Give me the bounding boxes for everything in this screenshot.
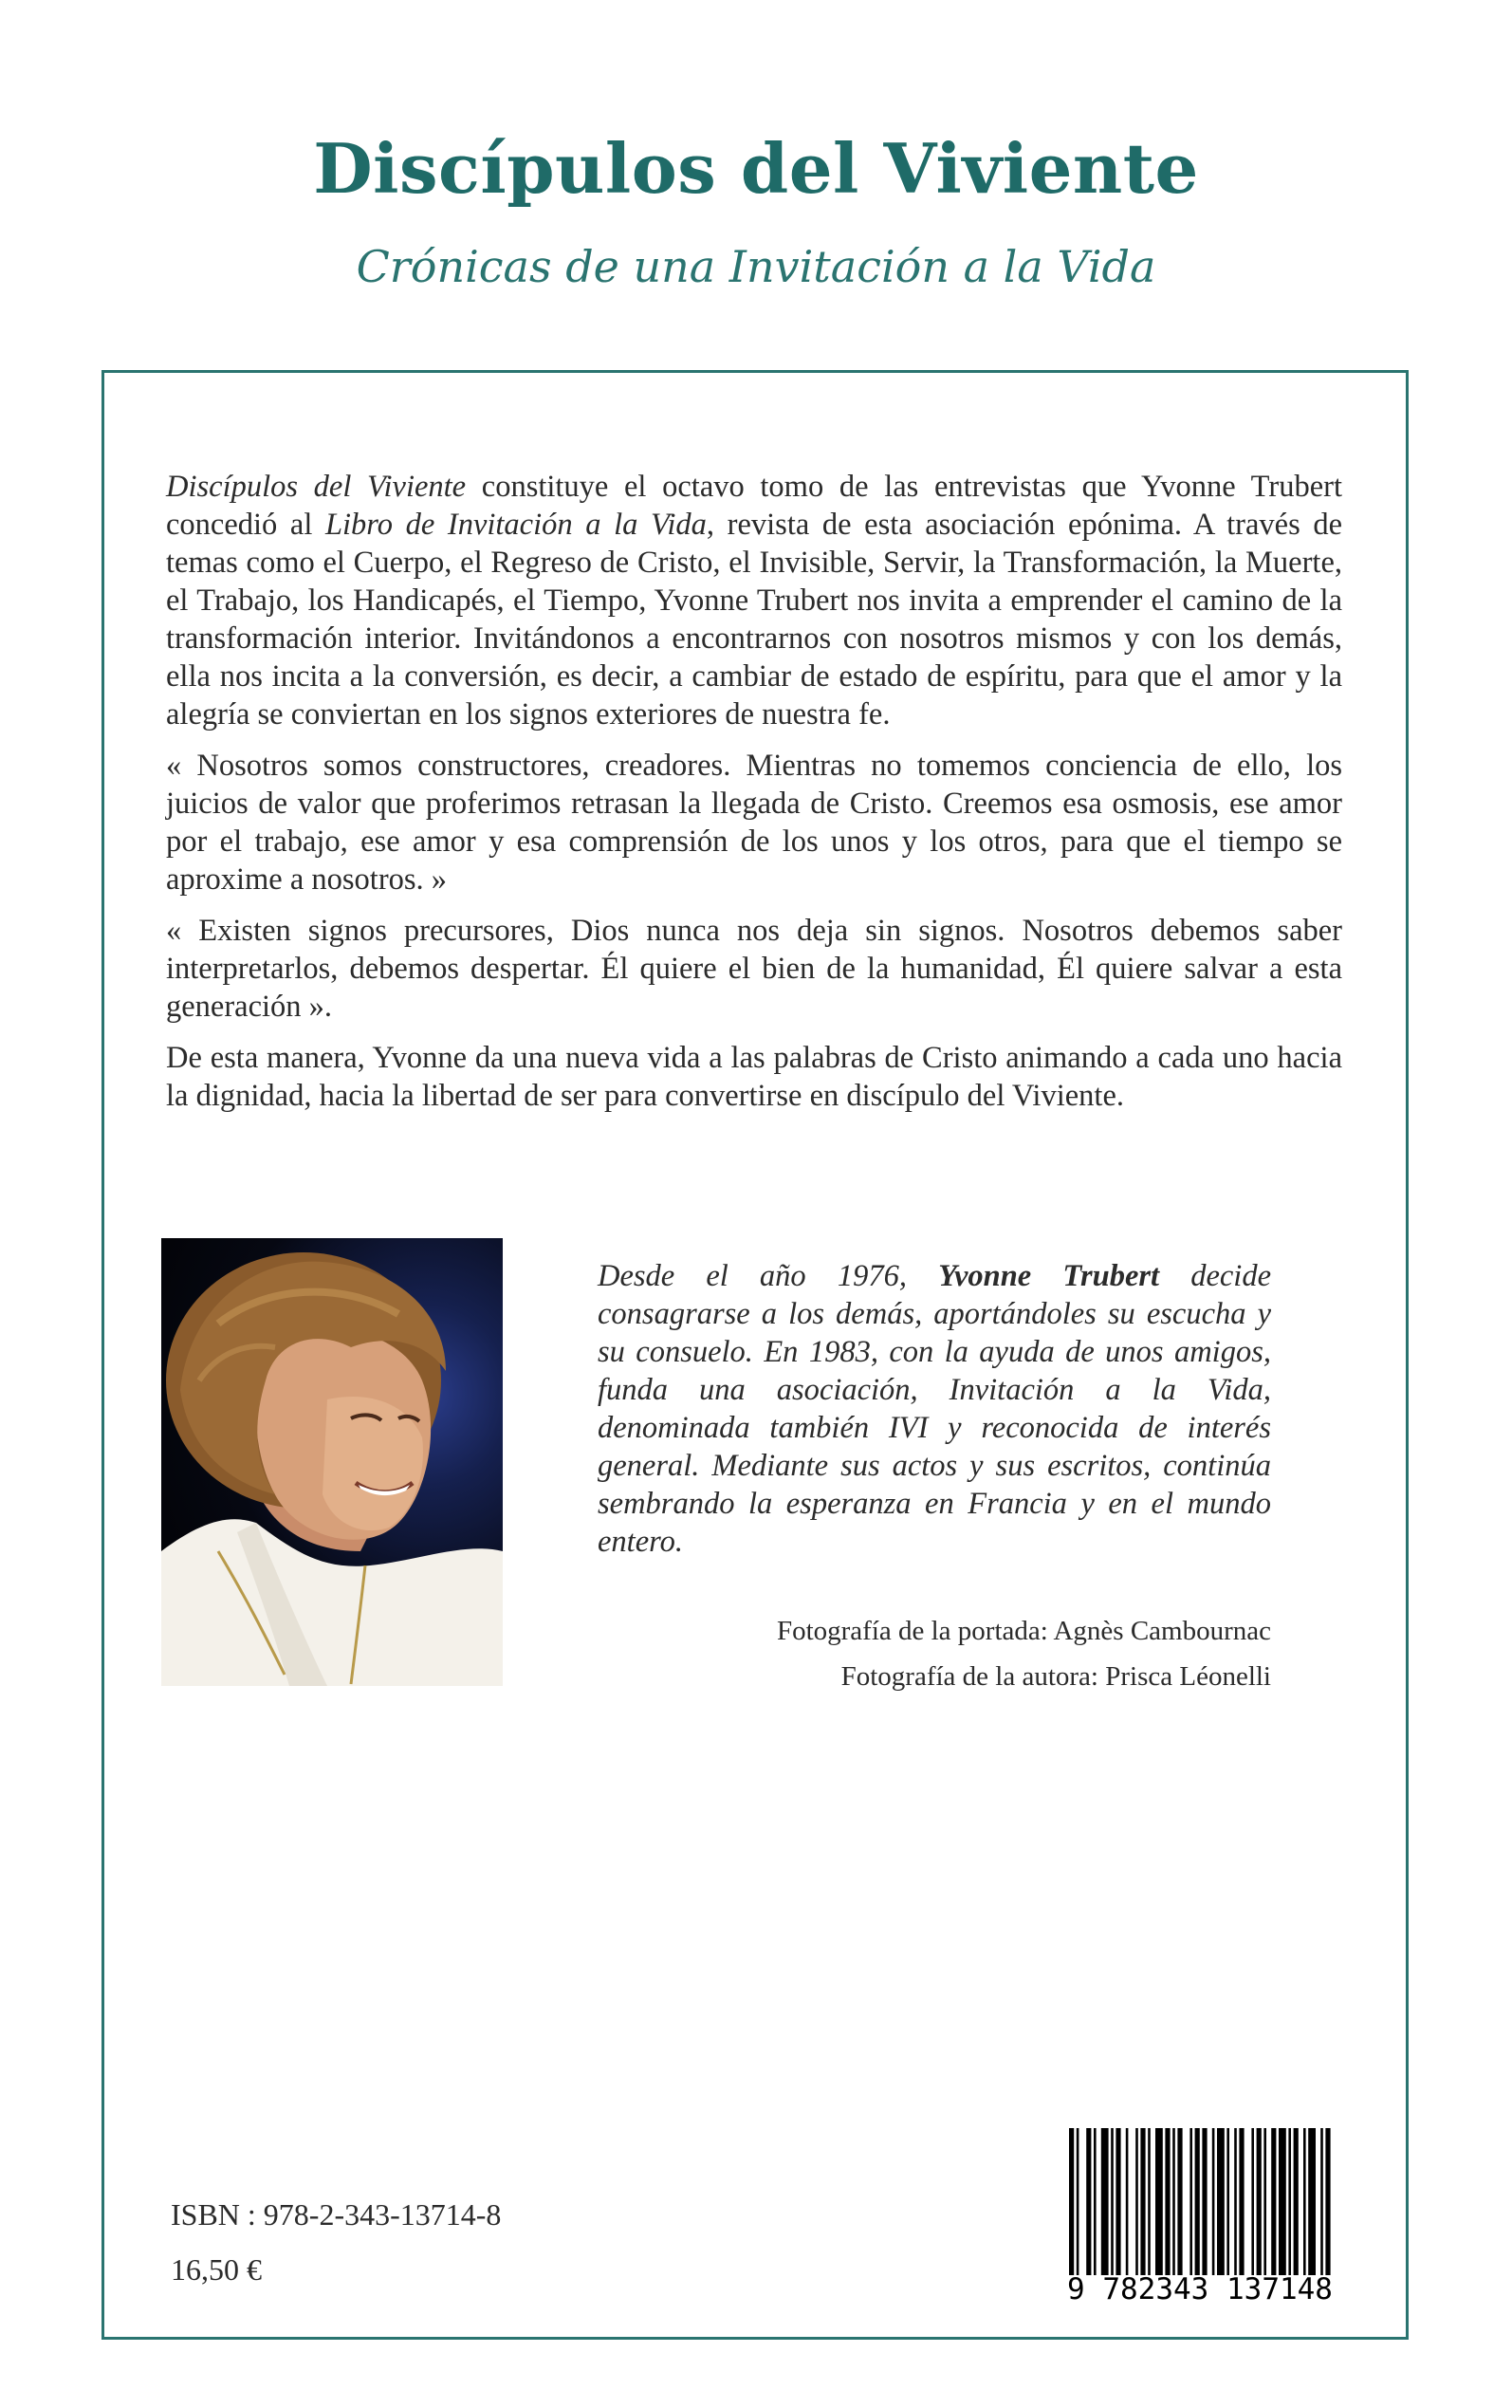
barcode-number: 9 782343 137148 [1048, 2275, 1352, 2305]
barcode-bar [1086, 2128, 1091, 2280]
barcode-bar [1177, 2128, 1182, 2280]
author-name: Yvonne Trubert [938, 1259, 1160, 1293]
barcode-bar [1271, 2128, 1276, 2280]
bio-text-span: decide consagrarse a los demás, aportándoles su escucha y su consuelo. En 1983, con la ayuda de unos amigos, funda una asociación, Invitación a la Vida, denominada también IVI y reconocida de interés general. Mediante sus actos y sus escritos, continúa sembrando la esperanza en Francia y en el mundo entero. [598, 1259, 1271, 1559]
barcode-bar [1148, 2128, 1151, 2280]
barcode-bar [1288, 2128, 1291, 2280]
barcode-bar [1212, 2128, 1215, 2280]
blurb-text [166, 468, 1342, 1128]
barcode-bar [1077, 2128, 1079, 2280]
barcode-bar [1140, 2128, 1145, 2280]
blurb-paragraph-3: « Existen signos precursores, Dios nunca nos deja sin signos. Nosotros debemos saber interpretarlos, debemos despertar. Él quiere el bien de la humanidad, Él quiere salvar a esta generación ». [166, 914, 1342, 1024]
barcode-bar [1294, 2128, 1299, 2280]
blurb-paragraph-4: De esta manera, Yvonne da una nueva vida a las palabras de Cristo animando a cada uno hacia la dignidad, hacia la libertad de ser para convertirse en discípulo del Viviente. [166, 1041, 1342, 1113]
barcode-bar [1116, 2128, 1120, 2280]
blurb-paragraph-1 [166, 468, 1342, 733]
barcode-bar [1126, 2128, 1129, 2280]
book-title-ref: Discípulos del Viviente [166, 470, 467, 504]
barcode-bar [1303, 2128, 1306, 2280]
barcode-bar [1094, 2128, 1097, 2280]
barcode-bar [1189, 2128, 1192, 2280]
blurb-text-span: , revista de esta asociación epónima. A través de temas como el Cuerpo, el Regreso de Cristo, el Invisible, Servir, la Transformación, la Muerte, el Trabajo, los Handicapés, el Tiempo, Yvonne Trubert nos invita a emprender el camino de la transformación interior. Invitándonos a encontrarnos con nosotros mismos y con los demás, ella nos incita a la conversión, es decir, a cambiar de estado de espíritu, para que el amor y la alegría se conviertan en los signos exteriores de nuestra fe. [166, 508, 1342, 732]
barcode-bar [1263, 2128, 1266, 2280]
barcode-bar [1111, 2128, 1114, 2280]
magazine-title-ref: Libro de Invitación a la Vida [324, 508, 707, 542]
barcode-bar [1069, 2128, 1074, 2280]
blurb-paragraph-2: « Nosotros somos constructores, creadores. Mientras no tomemos conciencia de ello, los juicios de valor que proferimos retrasan la llegada de Cristo. Creemos esa osmosis, ese amor por el trabajo, ese amor y esa comprensión de los unos y los otros, para que el tiempo se aproxime a nosotros. » [166, 749, 1342, 897]
barcode-bar [1172, 2128, 1175, 2280]
barcode-bar [1308, 2128, 1316, 2280]
barcode-bar [1155, 2128, 1163, 2280]
barcode-bar [1325, 2128, 1330, 2280]
bio-text-span: Desde el año 1976, [598, 1259, 939, 1293]
author-bio [598, 1257, 1271, 1561]
barcode-bar [1279, 2128, 1286, 2280]
barcode-bar [1101, 2128, 1109, 2280]
blurb-text-span: constituye el octavo tomo de las entrevistas que Yvonne Trubert concedió al [166, 470, 1342, 542]
barcode-bar [1165, 2128, 1170, 2280]
barcode-bar [1320, 2128, 1323, 2280]
barcode-bar [1257, 2128, 1262, 2280]
barcode-bar [1135, 2128, 1138, 2280]
barcode-bar [1251, 2128, 1254, 2280]
book-subtitle: Crónicas de una Invitación a la Vida [356, 241, 1156, 292]
barcode-bar [1226, 2128, 1229, 2280]
book-title: Discípulos del Viviente [313, 128, 1199, 209]
barcode-bar [1239, 2128, 1244, 2280]
barcode-bar [1202, 2128, 1207, 2280]
barcode-bar [1234, 2128, 1237, 2280]
author-photo-credit: Fotografía de la autora: Prisca Léonelli [840, 1661, 1271, 1692]
cover-photo-credit: Fotografía de la portada: Agnès Cambournac [776, 1616, 1271, 1646]
isbn: ISBN : 978-2-343-13714-8 [171, 2197, 502, 2232]
barcode-bar [1195, 2128, 1200, 2280]
price: 16,50 € [171, 2252, 262, 2287]
barcode-bar [1217, 2128, 1225, 2280]
author-photo [161, 1238, 503, 1686]
